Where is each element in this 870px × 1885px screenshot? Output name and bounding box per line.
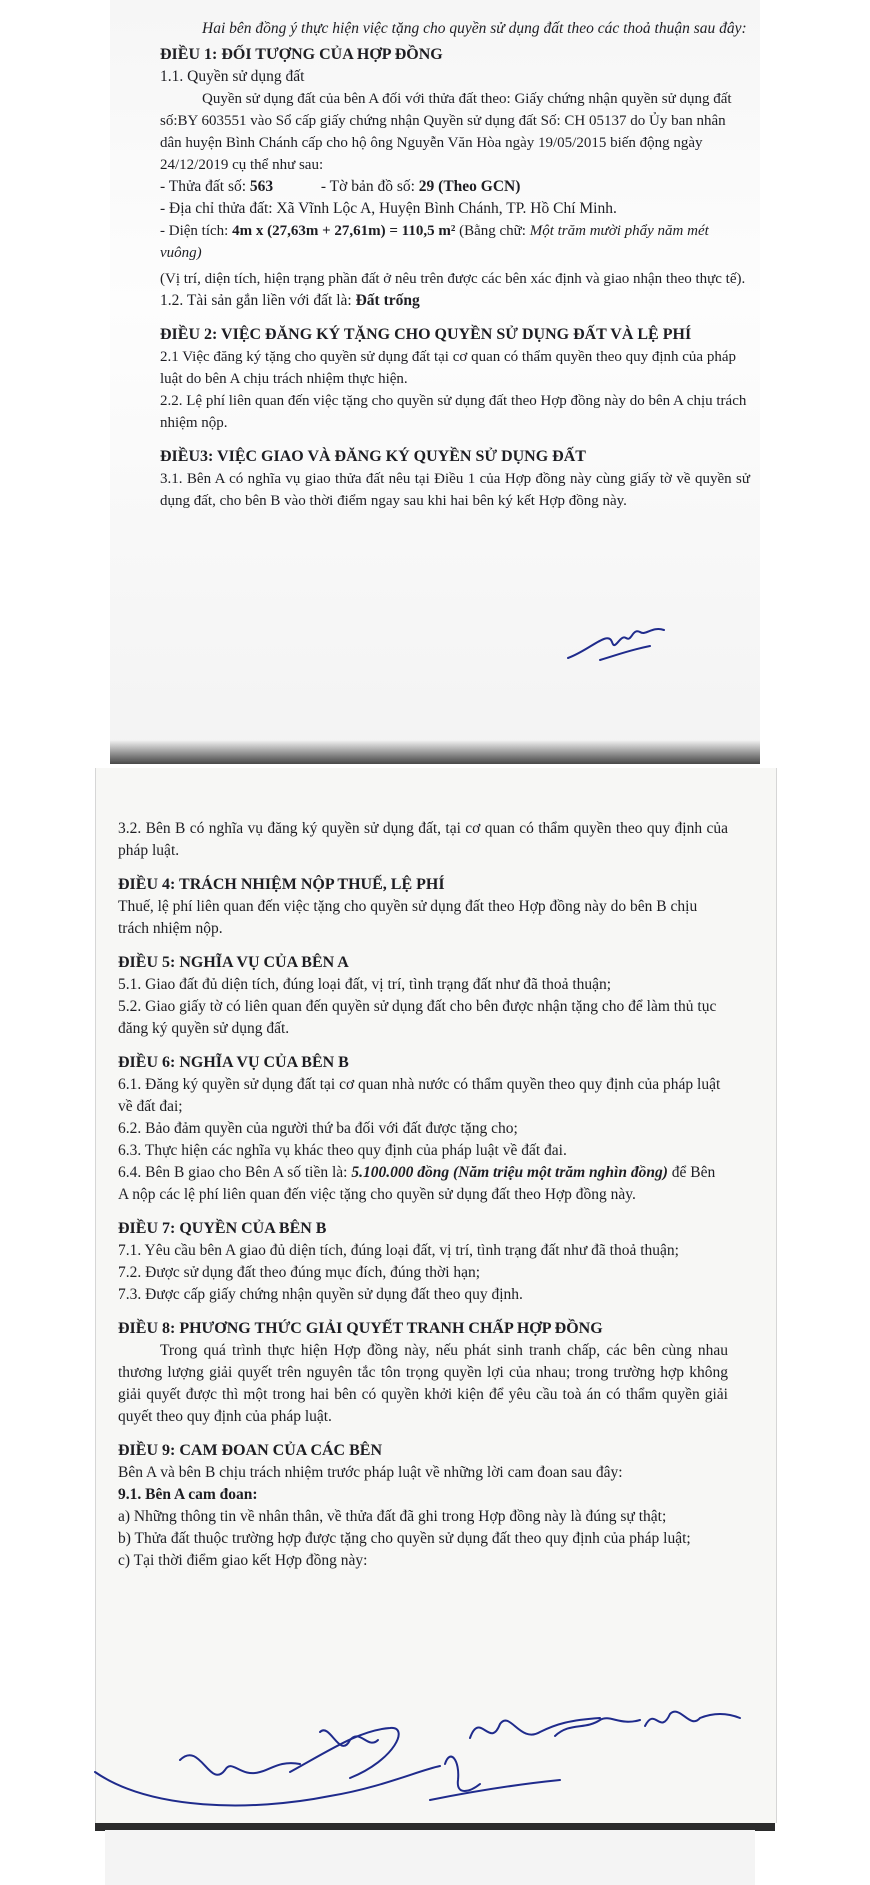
map-number: 29 (Theo GCN) <box>418 178 521 195</box>
page1-body <box>160 18 750 512</box>
parcel-number: 563 <box>249 178 274 195</box>
land-certificate-paragraph: Quyền sử dụng đất của bên A đối với thửa đất theo: Giấy chứng nhận quyền sử dụng đất số:BY 603551 vào Sổ cấp giấy chứng nhận Quyền sử dụng đất Số: CH 05137 do Ủy ban nhân dân huyện Bình Chánh cấp cho hộ ông Nguyễn Văn Hòa ngày 19/05/2015 biến động ngày 24/12/2019 cụ thể như sau: <box>160 91 732 173</box>
article-6-heading: ĐIỀU 6: NGHĨA VỤ CỦA BÊN B <box>118 1054 349 1071</box>
area-words-label: (Bằng chữ: <box>459 223 526 239</box>
section-6-4 <box>118 1162 728 1206</box>
map-label: - Tờ bản đồ số: <box>320 178 415 195</box>
article-8-heading: ĐIỀU 8: PHƯƠNG THỨC GIẢI QUYẾT TRANH CHẤP HỢP ĐỒNG <box>118 1320 603 1337</box>
area-line <box>160 220 750 264</box>
page2-body <box>118 818 728 1572</box>
signature-block <box>0 1700 870 1840</box>
signature-initial-page1 <box>560 620 680 670</box>
article-3-heading: ĐIỀU3: VIỆC GIAO VÀ ĐĂNG KÝ QUYỀN SỬ DỤNG ĐẤT <box>160 448 586 465</box>
page-edge-shadow <box>110 740 760 764</box>
article-8-text: Trong quá trình thực hiện Hợp đồng này, nếu phát sinh tranh chấp, các bên cùng nhau thương lượng giải quyết trên nguyên tắc tôn trọng quyền lợi của nhau; trong trường hợp không giải quyết được thì một trong hai bên có quyền khởi kiện để yêu cầu toà án có thẩm quyền giải quyết theo quy định của pháp luật. <box>118 1342 728 1425</box>
article-2-heading: ĐIỀU 2: VIỆC ĐĂNG KÝ TẶNG CHO QUYỀN SỬ DỤNG ĐẤT VÀ LỆ PHÍ <box>160 326 692 343</box>
payment-label: 6.4. Bên B giao cho Bên A số tiền là: <box>118 1164 348 1181</box>
section-1-1: 1.1. Quyền sử dụng đất <box>160 68 305 85</box>
section-1-2 <box>160 290 750 312</box>
document-page-1 <box>110 0 760 760</box>
area-value: 4m x (27,63m + 27,61m) = 110,5 m² <box>232 223 456 239</box>
address-line: - Địa chỉ thửa đất: Xã Vĩnh Lộc A, Huyện Bình Chánh, TP. Hồ Chí Minh. <box>160 200 617 217</box>
article-4-text: Thuế, lệ phí liên quan đến việc tặng cho quyền sử dụng đất theo Hợp đồng này do bên B chịu trách nhiệm nộp. <box>118 898 698 937</box>
section-6-2: 6.2. Bảo đảm quyền của người thứ ba đối với đất được tặng cho; <box>118 1120 518 1137</box>
section-3-1: 3.1. Bên A có nghĩa vụ giao thửa đất nêu tại Điều 1 của Hợp đồng này cùng giấy tờ về quyền sử dụng đất, cho bên B vào thời điểm ngay sau khi hai bên ký kết Hợp đồng này. <box>160 471 750 509</box>
article-1-heading: ĐIỀU 1: ĐỐI TƯỢNG CỦA HỢP ĐỒNG <box>160 46 443 63</box>
section-5-1: 5.1. Giao đất đủ diện tích, đúng loại đất, vị trí, tình trạng đất như đã thoả thuận; <box>118 976 612 993</box>
clause-9-1-a: a) Những thông tin về nhân thân, về thửa đất đã ghi trong Hợp đồng này là đúng sự thật; <box>118 1508 667 1525</box>
intro-paragraph: Hai bên đồng ý thực hiện việc tặng cho quyền sử dụng đất theo các thoả thuận sau đây: <box>202 20 747 37</box>
section-3-2: 3.2. Bên B có nghĩa vụ đăng ký quyền sử dụng đất, tại cơ quan có thẩm quyền theo quy định của pháp luật. <box>118 820 728 859</box>
article-4-heading: ĐIỀU 4: TRÁCH NHIỆM NỘP THUẾ, LỆ PHÍ <box>118 876 445 893</box>
clause-9-1-b: b) Thửa đất thuộc trường hợp được tặng cho quyền sử dụng đất theo quy định của pháp luật; <box>118 1530 691 1547</box>
section-6-3: 6.3. Thực hiện các nghĩa vụ khác theo quy định của pháp luật về đất đai. <box>118 1142 567 1159</box>
clause-9-1-c: c) Tại thời điểm giao kết Hợp đồng này: <box>118 1552 368 1569</box>
article-9-text: Bên A và bên B chịu trách nhiệm trước pháp luật về những lời cam đoan sau đây: <box>118 1464 623 1481</box>
area-words: Một trăm mười phẩy năm mét vuông) <box>160 223 709 261</box>
section-5-2: 5.2. Giao giấy tờ có liên quan đến quyền sử dụng đất cho bên được nhận tặng cho để làm thủ tục đăng ký quyền sử dụng đất. <box>118 998 717 1037</box>
section-6-1: 6.1. Đăng ký quyền sử dụng đất tại cơ quan nhà nước có thẩm quyền theo quy định của pháp luật về đất đai; <box>118 1076 721 1115</box>
section-7-1: 7.1. Yêu cầu bên A giao đủ diện tích, đúng loại đất, vị trí, tình trạng đất như đã thoả thuận; <box>118 1242 679 1259</box>
assets-value: Đất trống <box>355 292 420 309</box>
document-page-3 <box>105 1830 755 1885</box>
document-page-2 <box>95 768 777 1823</box>
section-2-2: 2.2. Lệ phí liên quan đến việc tặng cho quyền sử dụng đất theo Hợp đồng này do bên A chịu trách nhiệm nộp. <box>160 393 747 431</box>
section-2-1: 2.1 Việc đăng ký tặng cho quyền sử dụng đất tại cơ quan có thẩm quyền theo quy định của pháp luật do bên A chịu trách nhiệm thực hiện. <box>160 349 736 387</box>
payment-amount: 5.100.000 đồng (Năm triệu một trăm nghìn đồng) <box>351 1164 668 1181</box>
assets-label: 1.2. Tài sản gắn liền với đất là: <box>160 292 352 309</box>
parcel-line <box>160 176 750 198</box>
section-7-3: 7.3. Được cấp giấy chứng nhận quyền sử dụng đất theo quy định. <box>118 1286 523 1303</box>
area-label: - Diện tích: <box>160 223 229 239</box>
article-9-heading: ĐIỀU 9: CAM ĐOAN CỦA CÁC BÊN <box>118 1442 382 1459</box>
payment-purpose: để Bên A nộp các lệ phí liên quan đến việc tặng cho quyền sử dụng đất theo Hợp đồng này. <box>118 1164 716 1203</box>
location-note: (Vị trí, diện tích, hiện trạng phần đất ở nêu trên được các bên xác định và giao nhận theo thực tế). <box>160 271 746 287</box>
article-5-heading: ĐIỀU 5: NGHĨA VỤ CỦA BÊN A <box>118 954 349 971</box>
section-9-1: 9.1. Bên A cam đoan: <box>118 1486 258 1503</box>
parcel-label: - Thửa đất số: <box>160 178 247 195</box>
article-7-heading: ĐIỀU 7: QUYỀN CỦA BÊN B <box>118 1220 327 1237</box>
section-7-2: 7.2. Được sử dụng đất theo đúng mục đích, đúng thời hạn; <box>118 1264 481 1281</box>
